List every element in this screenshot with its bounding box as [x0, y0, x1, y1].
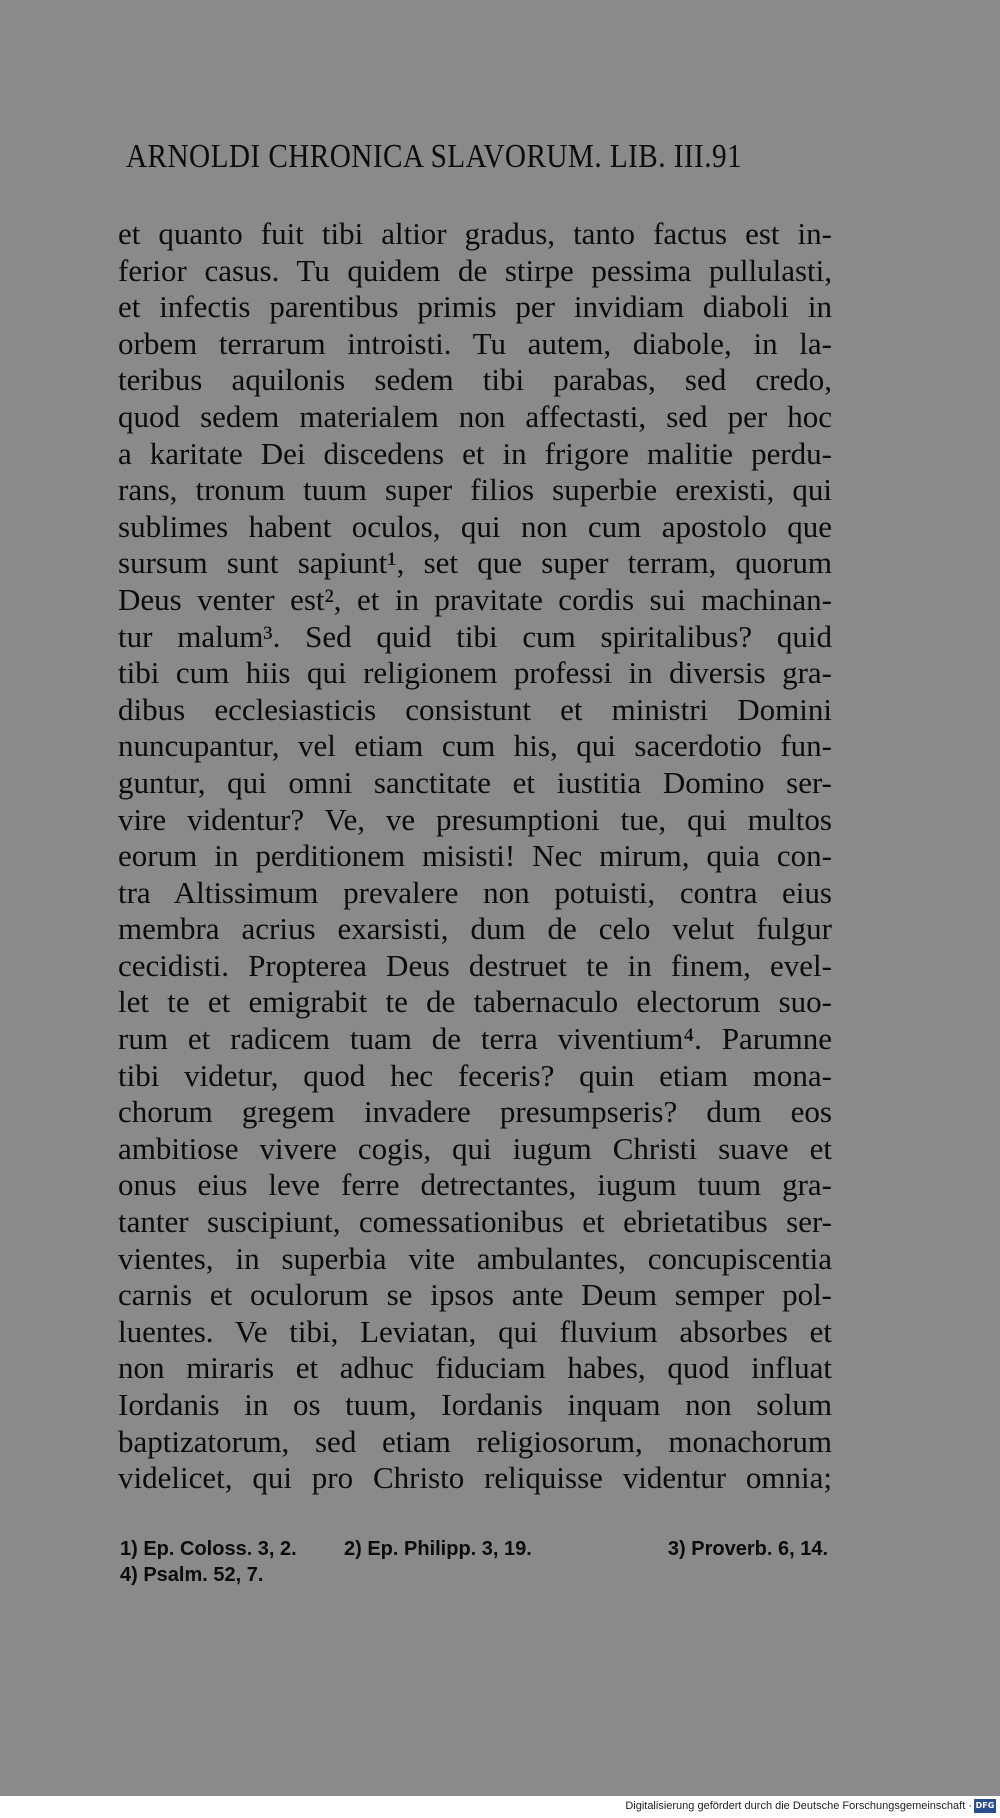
text-line: tibi cum hiis qui religionem professi in diversis gra- [118, 655, 832, 691]
text-line: quod sedem materialem non affectasti, sed per hoc [118, 398, 832, 434]
main-text [118, 216, 832, 1497]
digitization-credit: Digitalisierung gefördert durch die Deutsche Forschungsgemeinschaft · [625, 1800, 972, 1812]
text-line: tanter suscipiunt, comessationibus et ebrietatibus ser- [118, 1204, 832, 1240]
text-line: tibi videtur, quod hec feceris? quin etiam mona- [118, 1057, 832, 1093]
footnote-4: 4) Psalm. 52, 7. [120, 1564, 264, 1586]
text-line: Iordanis in os tuum, Iordanis inquam non solum [118, 1387, 832, 1422]
text-line: et infectis parentibus primis per invidiam diaboli in [118, 289, 832, 325]
footnote-line [120, 1536, 828, 1562]
text-line: rans, tronum tuum super filios superbie erexisti, qui [118, 472, 832, 508]
page-number: 91 [711, 138, 743, 175]
text-line: rum et radicem tuam de terra viventium⁴. Parumne [118, 1021, 832, 1057]
text-line: carnis et oculorum se ipsos ante Deum semper pol- [118, 1277, 832, 1313]
footnote-3: 3) Proverb. 6, 14. [667, 1538, 828, 1560]
dfg-logo: DFG [974, 1799, 996, 1813]
text-line: let te et emigrabit te de tabernaculo electorum suo- [118, 984, 832, 1020]
text-line: guntur, qui omni sanctitate et iustitia Domino ser- [118, 764, 832, 800]
text-line: vientes, in superbia vite ambulantes, concupiscentia [118, 1240, 832, 1276]
text-line: orbem terrarum introisti. Tu autem, diabole, in la- [118, 325, 832, 361]
running-header [126, 138, 743, 188]
text-line: tur malum³. Sed quid tibi cum spiritalibus? quid [118, 618, 832, 654]
text-line: eorum in perditionem misisti! Nec mirum, quia con- [118, 838, 832, 874]
text-line: sublimes habent oculos, qui non cum apostolo que [118, 508, 832, 544]
text-line: sursum sunt sapiunt¹, set que super terram, quorum [118, 545, 832, 581]
text-line: Deus venter est², et in pravitate cordis sui machinan- [118, 581, 832, 617]
footnote-line [120, 1562, 828, 1588]
text-line: a karitate Dei discedens et in frigore malitie perdu- [118, 435, 832, 471]
text-line: teribus aquilonis sedem tibi parabas, sed credo, [118, 362, 832, 398]
text-line: nuncupantur, vel etiam cum his, qui sacerdotio fun- [118, 728, 832, 764]
text-line: onus eius leve ferre detrectantes, iugum tuum gra- [118, 1167, 832, 1203]
text-line: dibus ecclesiasticis consistunt et ministri Domini [118, 691, 832, 727]
text-line: et quanto fuit tibi altior gradus, tanto factus est in- [118, 216, 832, 251]
text-line: membra acrius exarsisti, dum de celo velut fulgur [118, 911, 832, 947]
text-line: chorum gregem invadere presumpseris? dum eos [118, 1094, 832, 1130]
text-line: ambitiose vivere cogis, qui iugum Christi suave et [118, 1130, 832, 1166]
footnotes [120, 1536, 828, 1588]
text-line: baptizatorum, sed etiam religiosorum, monachorum [118, 1423, 832, 1459]
footnote-2: 2) Ep. Philipp. 3, 19. [344, 1538, 532, 1560]
text-line: vire videntur? Ve, ve presumptioni tue, qui multos [118, 801, 832, 837]
text-line: tra Altissimum prevalere non potuisti, contra eius [118, 874, 832, 910]
text-line: luentes. Ve tibi, Leviatan, qui fluvium absorbes et [118, 1313, 832, 1349]
running-title: ARNOLDI CHRONICA SLAVORUM. LIB. III. [126, 138, 712, 175]
footnote-1: 1) Ep. Coloss. 3, 2. [120, 1538, 297, 1560]
text-line: videlicet, qui pro Christo reliquisse videntur omnia; [118, 1460, 832, 1496]
text-line: ferior casus. Tu quidem de stirpe pessima pullulasti, [118, 252, 832, 288]
text-line: non miraris et adhuc fiduciam habes, quod influat [118, 1350, 832, 1386]
text-line: cecidisti. Propterea Deus destruet te in finem, evel- [118, 947, 832, 983]
